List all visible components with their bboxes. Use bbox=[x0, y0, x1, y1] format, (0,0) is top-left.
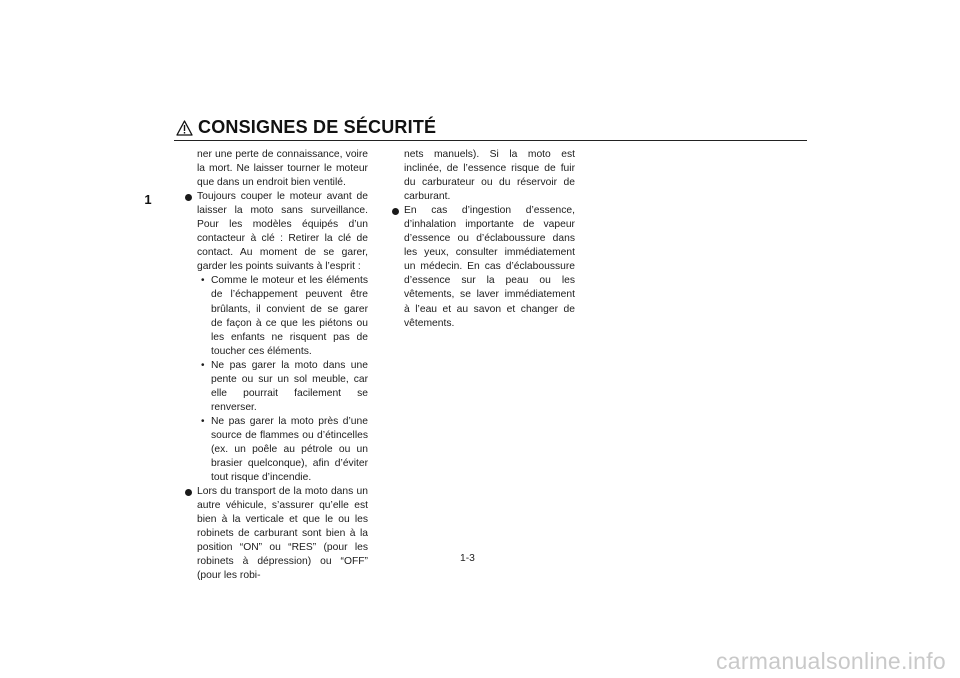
page-number: 1-3 bbox=[460, 553, 475, 564]
small-bullet-icon: • bbox=[201, 275, 205, 287]
text-column-right bbox=[392, 148, 575, 331]
small-bullet-icon: • bbox=[201, 415, 205, 427]
bullet-dot-icon bbox=[392, 208, 399, 215]
warning-triangle-icon bbox=[176, 120, 193, 136]
section-tab: 1 bbox=[144, 192, 152, 207]
text-column-left bbox=[185, 148, 368, 583]
bullet-item bbox=[185, 190, 368, 274]
continuation-paragraph: nets manuels). Si la moto est inclinée, de l’essence risque de fuir du carburateur ou du réservoir de carburant. bbox=[404, 149, 575, 203]
header-rule bbox=[174, 140, 807, 141]
sub-bullet-item bbox=[185, 359, 368, 415]
page-header bbox=[176, 117, 436, 138]
bullet-text: Toujours couper le moteur avant de laisser la moto sans surveillance. Pour les modèles équipés d’un contacteur à clé : Retirer la clé de contact. Au moment de se garer, garder les points suivants à l’esprit : bbox=[197, 191, 368, 273]
sub-bullet-item bbox=[185, 415, 368, 485]
page-title: CONSIGNES DE SÉCURITÉ bbox=[198, 117, 437, 137]
bullet-item bbox=[392, 204, 575, 330]
sub-bullet-text: Ne pas garer la moto dans une pente ou sur un sol meuble, car elle pourrait facilement se renverser. bbox=[211, 359, 368, 413]
bullet-dot-icon bbox=[185, 194, 192, 201]
sub-bullet-text: Comme le moteur et les éléments de l’échappement peuvent être brûlants, il convient de se garer de façon à ce que les piétons ou les enfants ne risquent pas de toucher ces éléments. bbox=[211, 275, 368, 357]
watermark: carmanualsonline.info bbox=[715, 648, 946, 674]
intro-paragraph: ner une perte de connaissance, voire la mort. Ne laisser tourner le moteur que dans un endroit bien ventilé. bbox=[197, 149, 368, 189]
bullet-text: En cas d’ingestion d’essence, d’inhalation importante de vapeur d’essence ou d’éclaboussure dans les yeux, consulter immédiatement un médecin. En cas d’éclaboussure d’essence sur la peau ou les vêtements, se laver immédiatement à l’eau et au savon et changer de vêtements. bbox=[404, 205, 575, 329]
bullet-text: Lors du transport de la moto dans un autre véhicule, s’assurer qu’elle est bien à la verticale et que le ou les robinets de carburant sont bien à la position “ON” ou “RES” (pour les robinets à dépression) ou “OFF” (pour les robi- bbox=[197, 486, 368, 582]
small-bullet-icon: • bbox=[201, 359, 205, 371]
sub-bullet-item bbox=[185, 274, 368, 358]
sub-bullet-text: Ne pas garer la moto près d’une source de flammes ou d’étincelles (ex. un poêle au pétrole ou un brasier quelconque), afin d’éviter tout risque d’incendie. bbox=[211, 415, 368, 484]
bullet-item bbox=[185, 485, 368, 583]
bullet-dot-icon bbox=[185, 489, 192, 496]
